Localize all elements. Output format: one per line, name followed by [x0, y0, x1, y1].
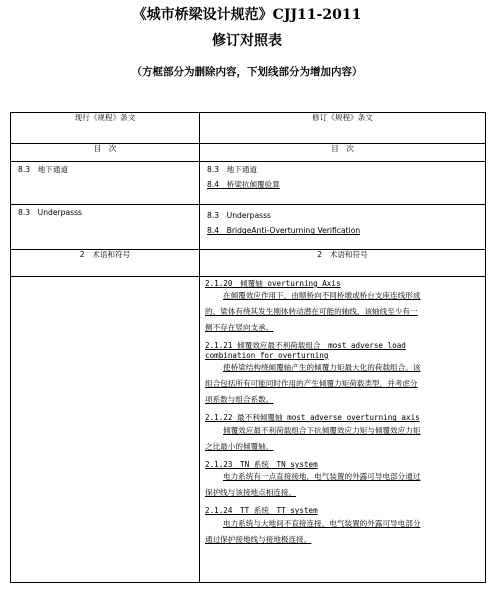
term-definition-line: 通过保护接地线与接地极连接。 — [205, 534, 312, 544]
term-entry — [205, 279, 481, 336]
current-definitions-empty — [11, 277, 200, 583]
revised-item: 8.3 Underpasss — [207, 211, 271, 220]
table-header-row — [11, 113, 486, 144]
table-row-contents — [11, 144, 486, 162]
added-item: 8.4 桥梁抗倾覆验算 — [207, 180, 280, 190]
term-definition-line: 电力系统有一点直接接地，电气装置的外露可导电部分通过 — [223, 472, 421, 482]
added-item: 8.4 BridgeAnti-Overturning Verification — [207, 226, 361, 236]
term-definition-line: 侧不存在竖向支承。 — [205, 323, 274, 333]
contents-left: 目 次 — [11, 144, 200, 162]
term-definition-line: 项系数与组合系数。 — [205, 395, 274, 405]
term-definition-line: 电力系统与大地间不直接连接，电气装置的外露可导电部分 — [223, 518, 421, 528]
table-row-term-definitions — [11, 277, 486, 583]
revised-item: 8.3 地下通道 — [207, 165, 258, 174]
term-heading-cont: combination for overturning — [205, 350, 329, 360]
term-definition-line: 倾覆效应最不利荷载组合下抗倾覆效应力矩与倾覆效应力矩 — [223, 425, 421, 435]
terms-left: 2 术语和符号 — [11, 250, 200, 277]
revision-note: （方框部分为删除内容，下划线部分为增加内容） — [131, 66, 363, 78]
term-definition-line: 保护线与该接地点相连接。 — [205, 488, 297, 498]
document-title: 《城市桥梁设计规范》CJJ11-2011 — [132, 7, 362, 23]
term-heading: 2.1.21 倾覆效应最不利荷载组合 most adverse load — [205, 341, 406, 351]
revised-definitions — [200, 277, 486, 583]
table-row-terms — [11, 250, 486, 277]
terms-right: 2 术语和符号 — [200, 250, 486, 277]
header-revised-clauses: 修订《规程》条文 — [200, 113, 486, 144]
term-definition-line: 在倾覆效应作用下，由顺桥向不同桥墩或桥台支座连线形成 — [223, 291, 421, 301]
term-heading: 2.1.23 TN 系统 TN system — [205, 459, 318, 469]
comparison-table — [10, 112, 486, 583]
term-definition-line: 使桥梁结构绕倾覆轴产生的倾覆力矩最大化的荷载组合。该 — [223, 363, 421, 373]
term-definition-line: 的、梁体有绕其发生刚体转动潜在可能的轴线，该轴线至少有一 — [205, 307, 418, 317]
term-definition-line: 组合包括所有可能同时作用的产生倾覆力矩荷载类型，并考虑分 — [205, 379, 418, 389]
contents-right: 目 次 — [200, 144, 486, 162]
term-entry — [205, 413, 481, 454]
term-entry — [205, 341, 481, 408]
term-heading: 2.1.22 最不利倾覆轴 most adverse overturning axis — [205, 413, 420, 423]
term-definition-line: 之比最小的倾覆轴。 — [205, 441, 274, 451]
term-heading: 2.1.24 TT 系统 TT system — [205, 506, 318, 516]
term-heading: 2.1.20 倾覆轴 overturning Axis — [205, 279, 341, 288]
table-row-underpass-en — [11, 205, 486, 250]
header-current-clauses: 现行《规程》条文 — [11, 113, 200, 144]
current-item: 8.3 Underpasss — [18, 208, 82, 217]
document-subtitle: 修订对照表 — [212, 33, 282, 49]
table-row-underpass-zh — [11, 162, 486, 205]
term-entry — [205, 506, 481, 547]
term-entry — [205, 460, 481, 501]
current-item: 8.3 地下通道 — [18, 165, 69, 174]
